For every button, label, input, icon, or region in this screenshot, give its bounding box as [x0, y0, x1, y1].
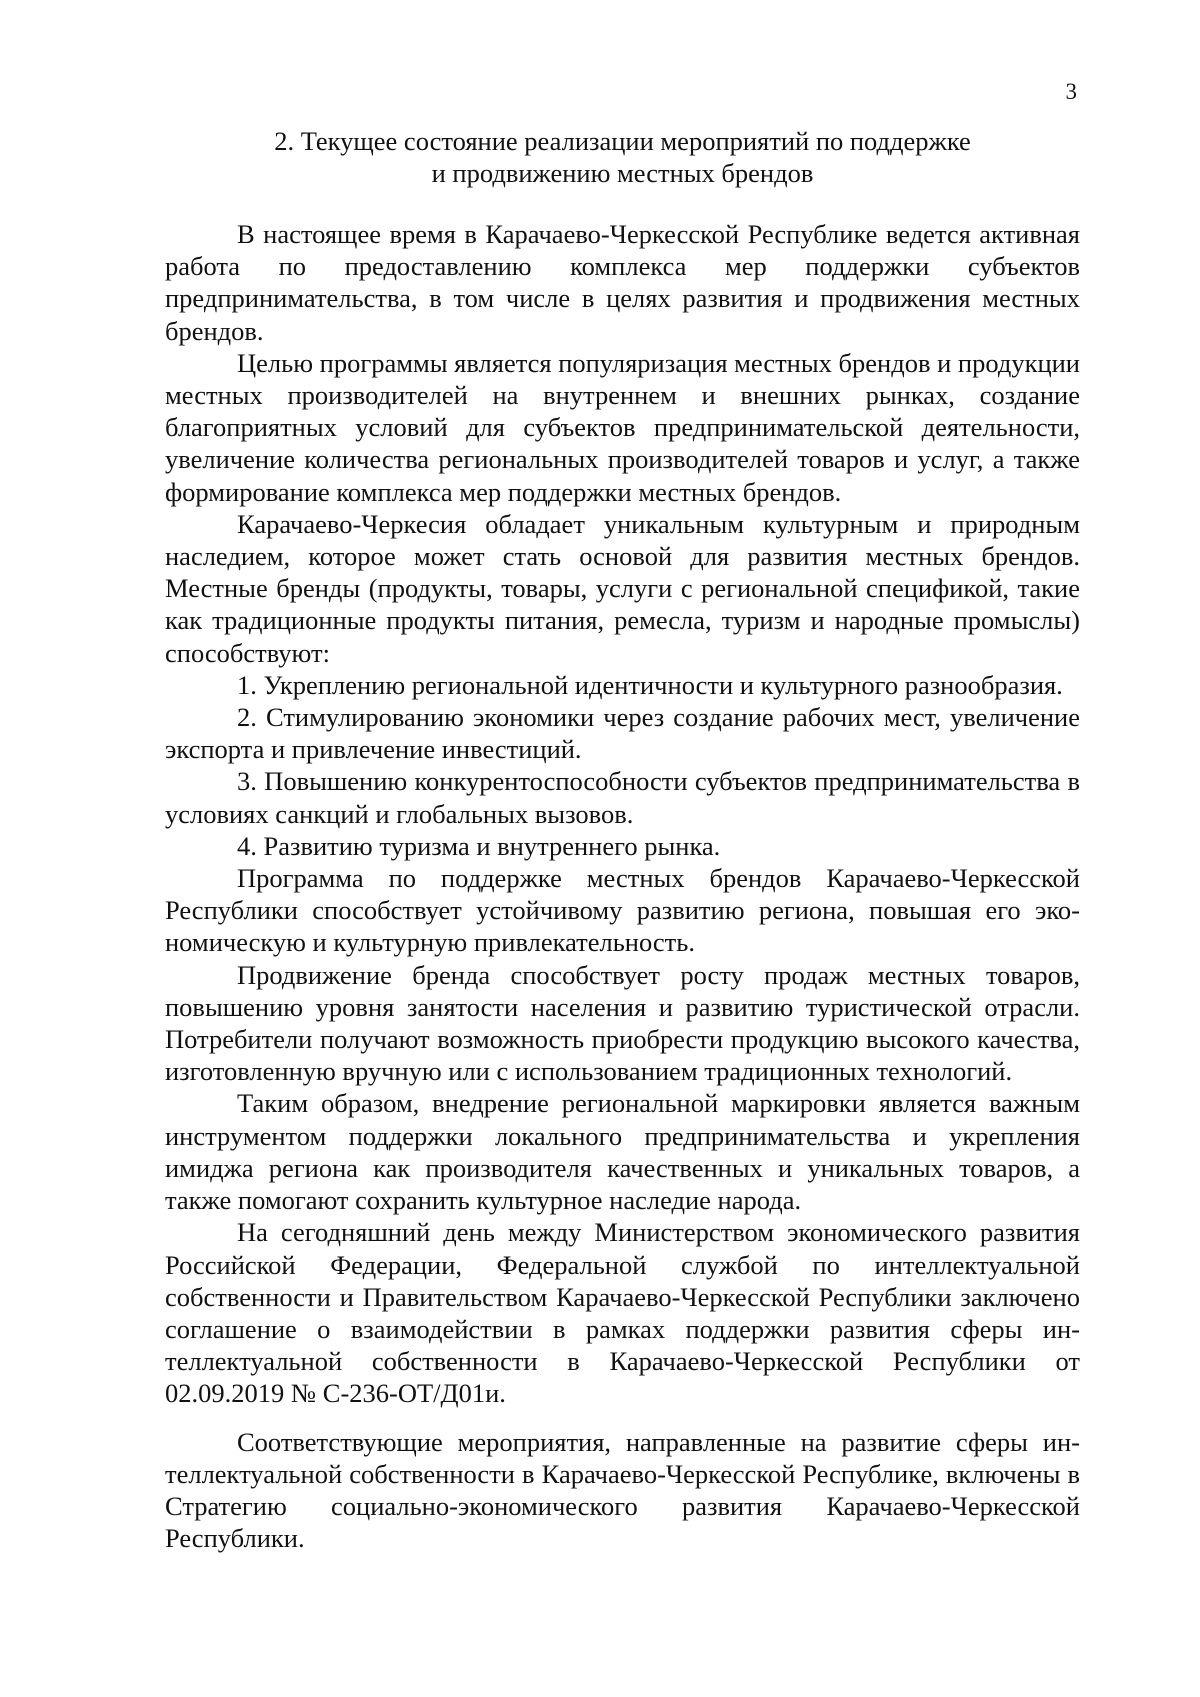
paragraph-heritage: Карачаево-Черкесия обладает уникальным культурным и природным наследием, которое может стать основой для развития местных брендов. Местные бренды (продукты, товары, услуги с региональной спецификой, такие как традиционные продукты питания, ремесла, туризм и народные промыслы) способствуют:	[165, 508, 1080, 668]
list-item-3: 3. Повышению конкурентоспособности субъектов предпринимательства в условиях санкций и глобальных вызовов.	[165, 766, 1080, 829]
paragraph-agreement: На сегодняшний день между Министерством экономического развития Российской Федерации, Федеральной службой по интеллектуальной собственности и Правительством Карачаево-Черкесской Республики заключено соглашение о взаимодействии в рамках поддержки развития сферы интеллектуальной собственности в Карачаево-Черкесской Республики от 02.09.2019 № С-236-ОТ/Д01и.	[165, 1217, 1080, 1409]
section-heading	[165, 125, 1080, 189]
document-body	[165, 218, 1080, 1554]
paragraph-current-work: В настоящее время в Карачаево-Черкесской Республике ведется активная работа по предоставлению комплекса мер поддержки субъектов предпринимательства, в том числе в целях развития и продвижения местных брендов.	[165, 219, 1080, 346]
section-heading-line-2: и продвижению местных брендов	[431, 158, 814, 188]
paragraph-regional-marking: Таким образом, внедрение региональной маркировки является важным инструментом поддержки локального предпринимательства и укрепления имиджа региона как производителя качественных и уникальных товаров, а также помогают сохранить культурное наследие народа.	[165, 1088, 1080, 1216]
list-item-1: 1. Укреплению региональной идентичности и культурного разнообразия.	[237, 669, 1063, 700]
paragraph-program-impact: Программа по поддержке местных брендов Карачаево-Черкесской Республики способствует устойчивому развитию региона, повышая его экономическую и культурную привлекательность.	[165, 863, 1080, 958]
list-item-4: 4. Развитию туризма и внутреннего рынка.	[237, 830, 721, 861]
paragraph-brand-promotion: Продвижение бренда способствует росту продаж местных товаров, повышению уровня занятости населения и развитию туристической отрасли. Потребители получают возможность приобрести продукцию высокого качества, изготовленную вручную или с использованием традиционных технологий.	[165, 959, 1080, 1087]
paragraph-program-goal: Целью программы является популяризация местных брендов и продукции местных производителей на внутреннем и внешних рынках, создание благоприятных условий для субъектов предпринимательской деятельности, увеличение количества региональных производителей товаров и услуг, а также формирование комплекса мер поддержки местных брендов.	[165, 347, 1080, 507]
section-heading-line-1: 2. Текущее состояние реализации мероприятий по поддержке	[274, 126, 971, 156]
list-item-2: 2. Стимулированию экономики через создание рабочих мест, увеличение экспорта и привлечение инвестиций.	[165, 702, 1080, 765]
page-number: 3	[1065, 79, 1077, 104]
paragraph-strategy: Соответствующие мероприятия, направленные на развитие сферы интеллектуальной собственности в Карачаево-Черкесской Республике, включены в Стратегию социально-экономического развития Карачаево-Черкесской Республики.	[165, 1426, 1080, 1554]
